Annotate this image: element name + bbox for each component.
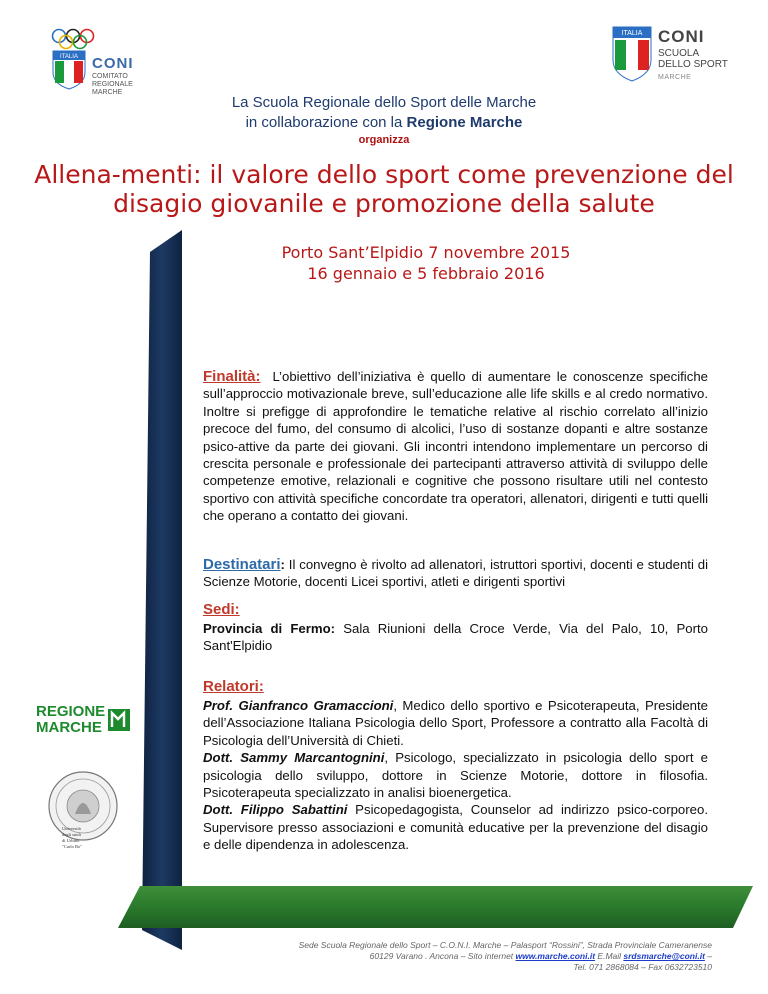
organizer-line: La Scuola Regionale dello Sport delle Marche — [231, 94, 537, 111]
finalita-section — [203, 368, 708, 525]
svg-text:"Carlo Bo": "Carlo Bo" — [62, 844, 83, 849]
coni-brand-text: CONI — [92, 55, 134, 72]
sedi-section-heading — [203, 601, 708, 618]
decorative-horizontal-bar — [118, 886, 753, 928]
relatori-label: Relatori: — [203, 678, 264, 695]
svg-text:di Urbino: di Urbino — [62, 838, 80, 843]
olympic-rings-icon — [48, 28, 118, 50]
relatori-section-heading — [203, 678, 708, 695]
event-date-line-1: Porto Sant’Elpidio 7 novembre 2015 — [281, 243, 571, 262]
website-link[interactable]: www.marche.coni.it — [515, 951, 596, 961]
organizza-line: organizza — [358, 134, 410, 146]
university-seal-icon — [40, 770, 126, 856]
regione-marche-logo — [36, 701, 132, 735]
marche-text: MARCHE — [36, 719, 102, 735]
collaboration-line: in collaborazione con la Regione Marche — [245, 114, 523, 131]
italia-shield-icon — [52, 50, 86, 90]
coni-sub-text: COMITATO REGIONALE MARCHE — [92, 73, 133, 96]
destinatari-text: Il convegno è rivolto ad allenatori, istruttori sportivi, docenti e studenti di Scienze Motorie, docenti Licei sportivi, atleti e dirigenti sportivi — [203, 557, 708, 590]
svg-text:degli studi: degli studi — [62, 832, 81, 837]
finalita-label: Finalità: — [203, 368, 261, 385]
destinatari-section: Destinatari: Il convegno è rivolto ad allenatori, istruttori sportivi, docenti e studenti di Scienze Motorie, docenti Licei sportivi, atleti e dirigenti sportivi — [203, 556, 708, 590]
shield-country-text: ITALIA — [621, 30, 643, 37]
coni-brand-text: CONI — [658, 27, 705, 46]
shield-country-text: ITALIA — [60, 54, 78, 60]
footer-contacts: Sede Scuola Regionale dello Sport – C.O.N.I. Marche – Palasport “Rossini”, Strada Provinciale Cameranense 60129 Varano . Ancona – Sito internet www.marche.coni.it E.Mail srdsmarche@coni.it – Tel. 071 2868084 – Fax 0632723510 — [298, 940, 712, 972]
sedi-label: Sedi: — [203, 601, 240, 618]
destinatari-label: Destinatari — [203, 556, 281, 573]
event-title: Allena-menti: il valore dello sport come prevenzione del disagio giovanile e promozione della salute — [34, 160, 734, 218]
sedi-text: Provincia di Fermo: Sala Riunioni della Croce Verde, Via del Palo, 10, Porto Sant'Elpidio — [203, 621, 708, 654]
relatore-item: Prof. Gianfranco Gramaccioni, Medico dello sportivo e Psicoterapeuta, Presidente dell’Associazione Italiana Psicologia dello Sport, Professore a contratto alla Facoltà di Psicologia dell’Università di Chieti. — [203, 698, 709, 748]
coni-scuola-sport-logo — [610, 24, 740, 94]
scuola-sport-text: SCUOLA DELLO SPORT — [658, 48, 728, 70]
italia-shield-icon — [612, 26, 652, 82]
svg-text:Università: Università — [62, 826, 81, 831]
finalita-text: L’obiettivo dell’iniziativa è quello di aumentare le conoscenze specifiche sull’approccio motivazionale breve, sull’educazione alle life skills e al credo normativo. Inoltre si prefigge di approfondire le tematiche relative al rischio correlato all’inizio precoce del fumo, del consumo di alcolici, l’uso di sostanze dopanti e altre sostanze psico-attive da parte dei giovani. Gli incontri intendono implementare un percorso di crescita personale e professionale dei partecipanti attraverso attività di sviluppo delle competenze emotive, relazionali e cognitive che possono risultare utili nel contesto sportivo con attività specifiche concordate tra operatori, allenatori, dirigenti e tutti quelli che operano a contatto dei giovani. — [203, 369, 709, 524]
event-date-line-2: 16 gennaio e 5 febbraio 2016 — [307, 264, 545, 283]
relatore-item: Dott. Filippo Sabattini Psicopedagogista, Counselor ad indirizzo psico-corporeo. Supervisore presso associazioni e comunità educative per la prevenzione del disagio e delle dipendenza in adolescenza. — [203, 802, 708, 853]
relatore-item: Dott. Sammy Marcantognini, Psicologo, specializzato in psicologia dello sport e psicologia dello sviluppo, dottore in Scienze Motorie, dottore in filosofia. Psicoterapeuta specializzato in analisi bioenergetica. — [203, 750, 708, 801]
decorative-vertical-bar — [142, 230, 182, 950]
coni-marche-logo — [42, 28, 154, 98]
regione-text: REGIONE — [36, 703, 106, 720]
region-text: MARCHE — [658, 74, 692, 81]
relatori-list — [203, 697, 708, 854]
email-link[interactable]: srdsmarche@coni.it — [623, 951, 705, 961]
